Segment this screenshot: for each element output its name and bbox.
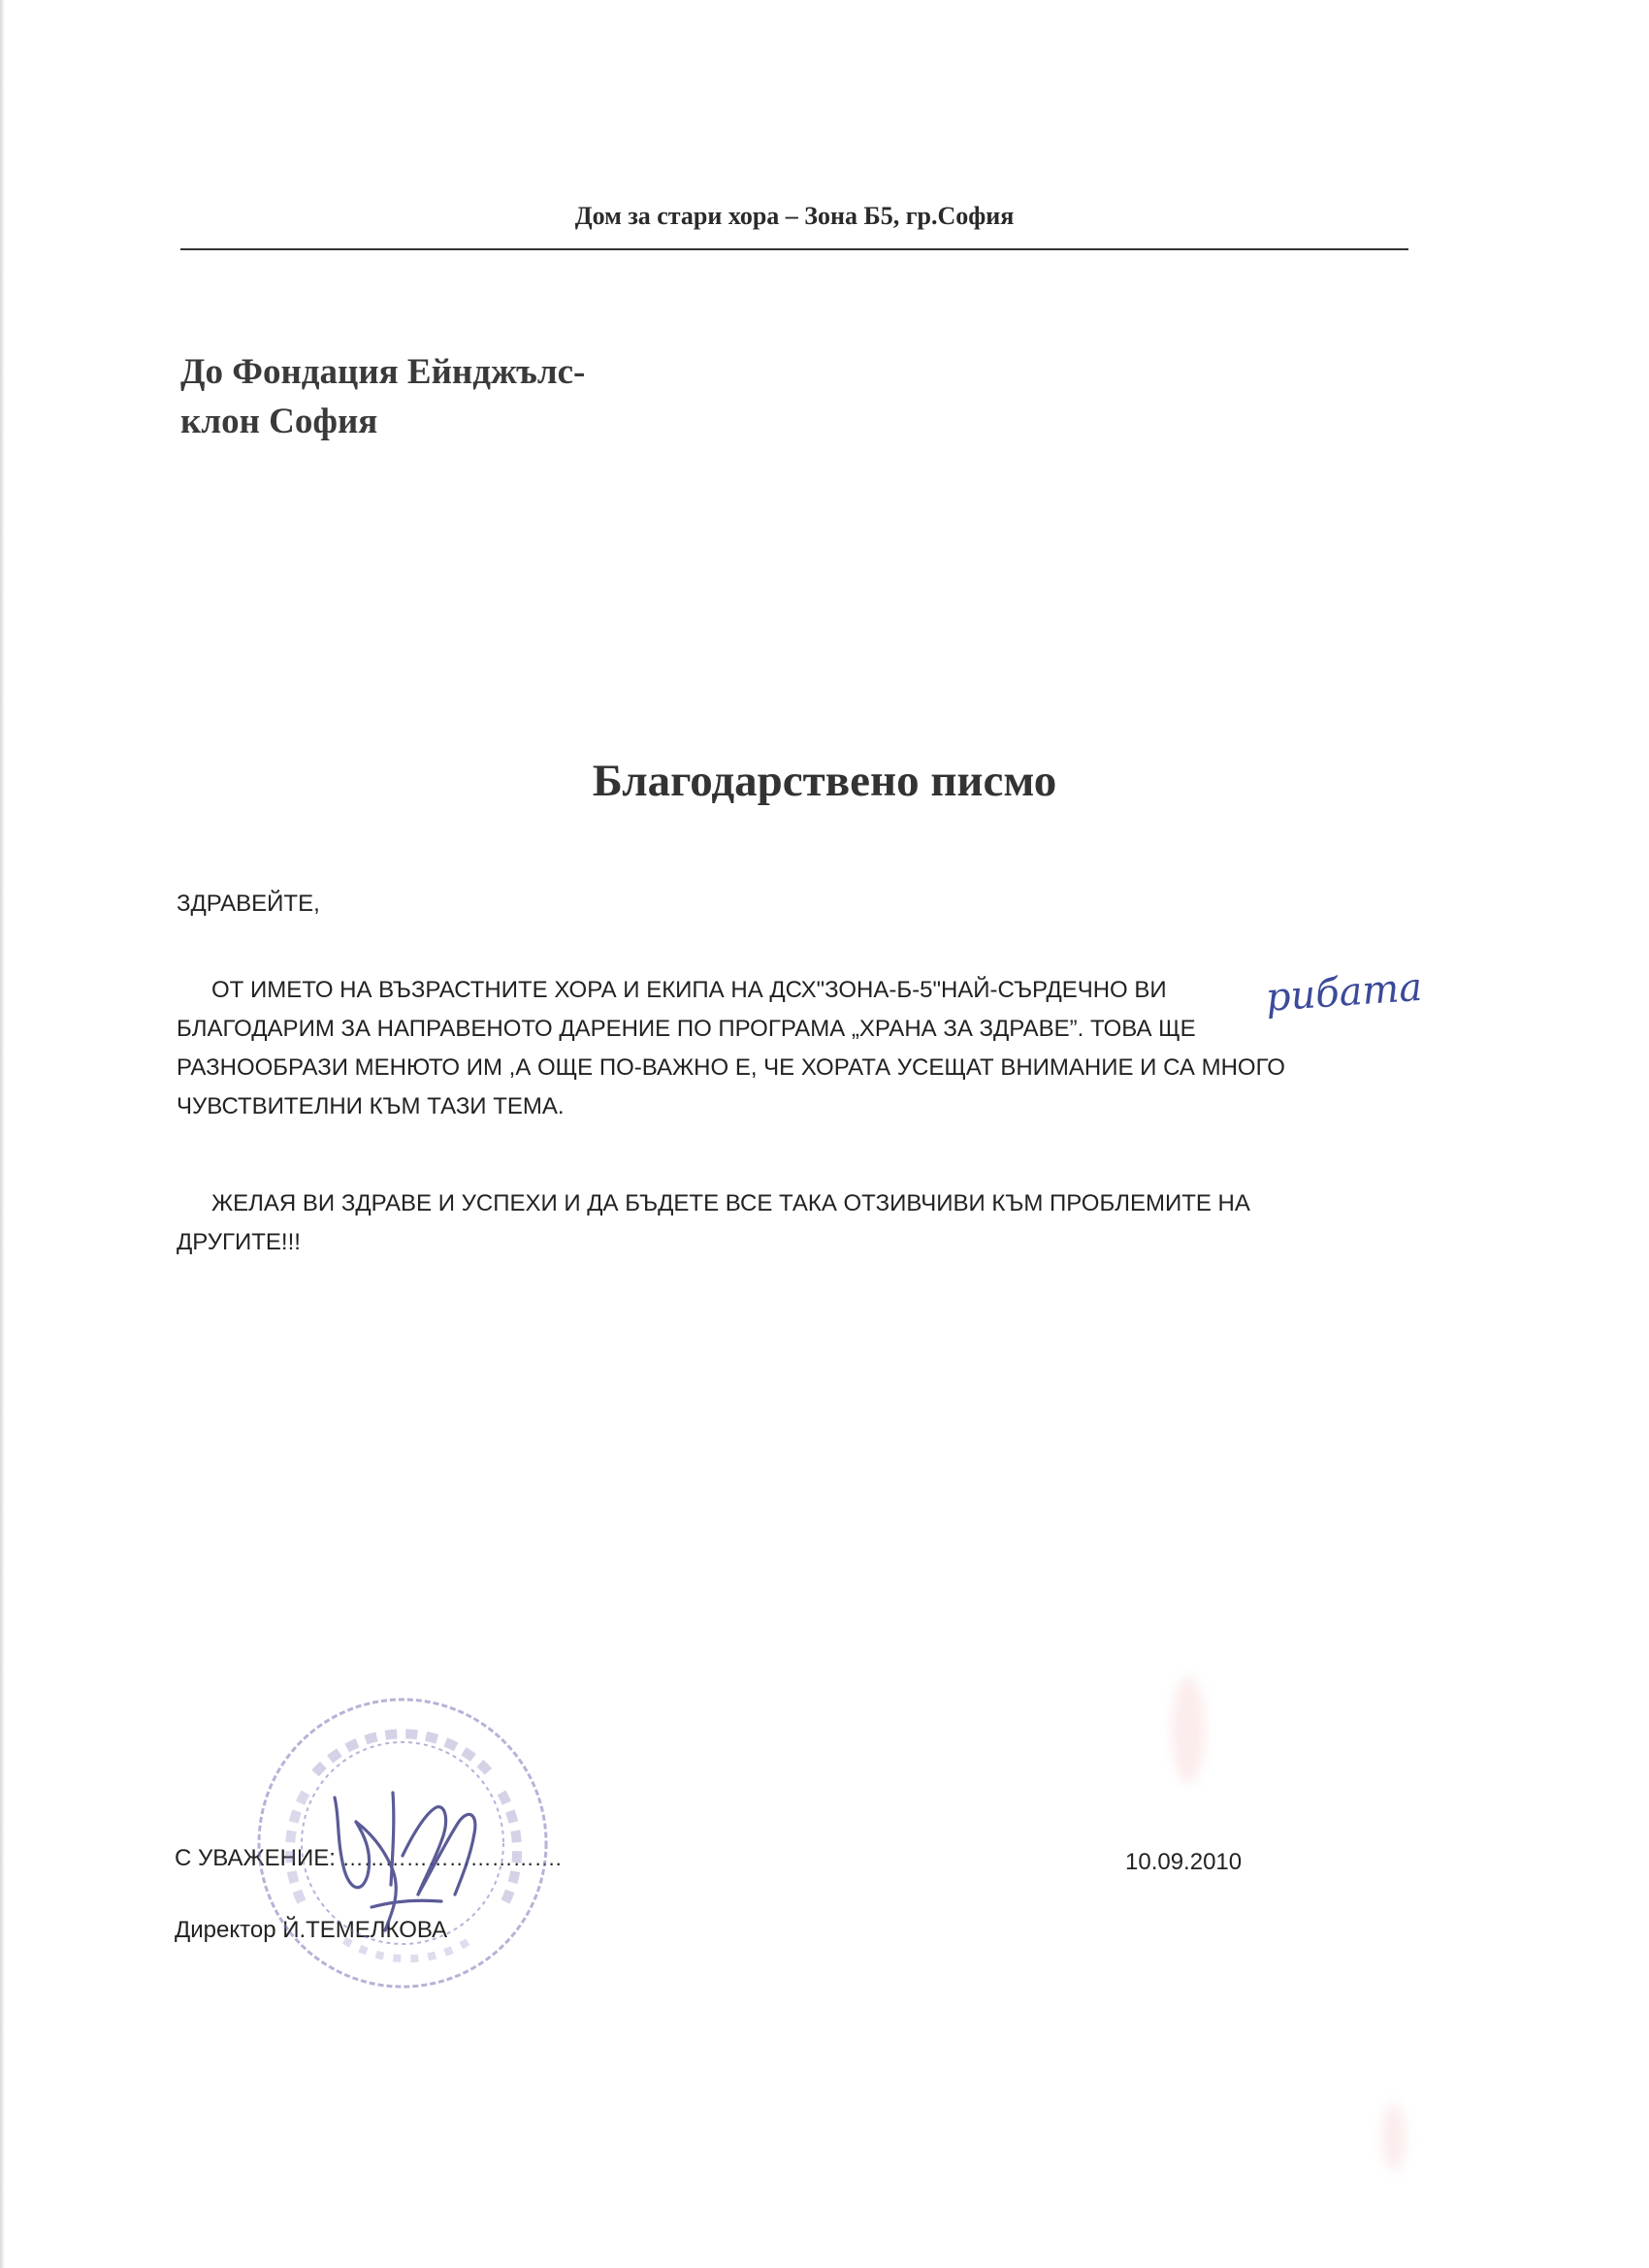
paragraph-2-line-2: ДРУГИТЕ!!! [177,1229,301,1255]
paragraph-1-line-1: ОТ ИМЕТО НА ВЪЗРАСТНИТЕ ХОРА И ЕКИПА НА ДСХ"ЗОНА-Б-5"НАЙ-СЪРДЕЧНО ВИ [211,977,1167,1003]
paragraph-1-line-4: ЧУВСТВИТЕЛНИ КЪМ ТАЗИ ТЕМА. [177,1093,565,1119]
recipient-line-2: клон София [180,402,378,441]
document-title: Благодарствено писмо [592,756,1057,806]
round-seal-icon [259,1700,546,1987]
signatory: Директор Й.ТЕМЕЛКОВА [175,1917,448,1943]
paragraph-2-line-1: ЖЕЛАЯ ВИ ЗДРАВЕ И УСПЕХИ И ДА БЪДЕТЕ ВСЕ ТАКА ОТЗИВЧИВИ КЪМ ПРОБЛЕМИТЕ НА [211,1190,1250,1216]
signature-line: …………………………. [341,1846,562,1870]
stamp-and-signature [247,1686,558,2006]
recipient-line-1: До Фондация Ейнджълс- [180,352,586,392]
handwritten-signature-icon [335,1793,475,1930]
closing-salutation: С УВАЖЕНИЕ: [175,1845,336,1871]
recipient-block [180,347,585,446]
scan-page-edge [0,0,5,2268]
greeting: ЗДРАВЕЙТЕ, [177,891,320,917]
letterhead-organization: Дом за стари хора – Зона Б5, гр.София [574,202,1015,230]
body-paragraph-2 [177,1184,1408,1262]
body-paragraph-1 [177,971,1408,1126]
paragraph-1-line-3: РАЗНООБРАЗИ МЕНЮТО ИМ ,А ОЩЕ ПО-ВАЖНО Е, ЧЕ ХОРАТА УСЕЩАТ ВНИМАНИЕ И СА МНОГО [177,1054,1285,1081]
ink-smudge [1382,2103,1406,2171]
handwritten-note: рибата [1264,964,1424,1021]
paragraph-1-line-2: БЛАГОДАРИМ ЗА НАПРАВЕНОТО ДАРЕНИЕ ПО ПРОГРАМА „ХРАНА ЗА ЗДРАВЕ”. ТОВА ЩЕ [177,1016,1196,1042]
ink-smudge [1172,1676,1205,1783]
letter-date: 10.09.2010 [1125,1849,1243,1875]
letterhead-divider [180,248,1408,250]
